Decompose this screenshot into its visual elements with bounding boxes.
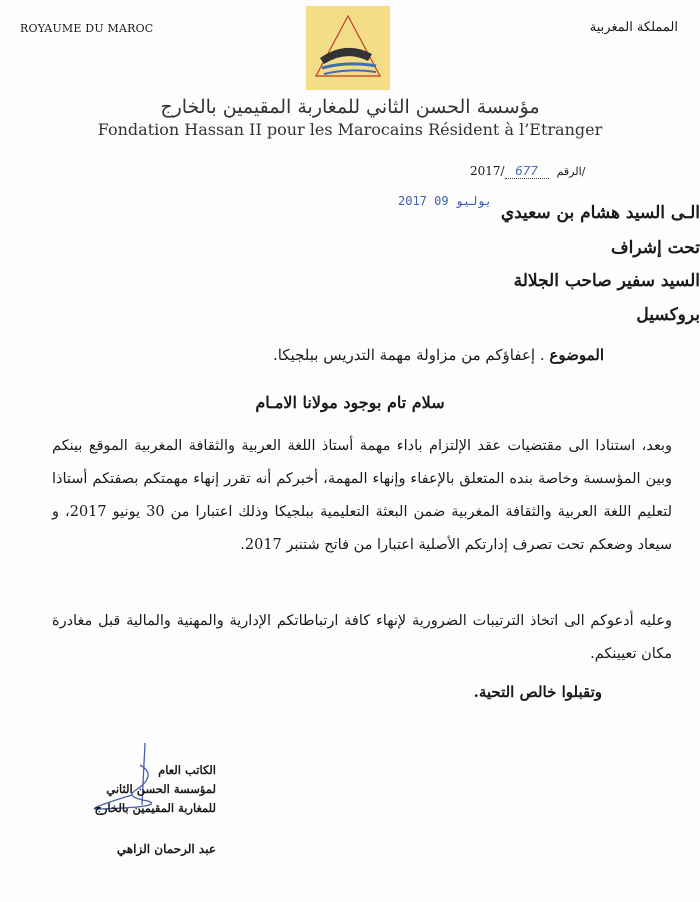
header-kingdom-ar: المملكة المغربية <box>589 20 678 35</box>
foundation-name-ar: مؤسسة الحسن الثاني للمغاربة المقيمين بالخارج <box>160 96 540 118</box>
reference-line <box>470 164 585 179</box>
recipient-line: الـى السيد هشام بن سعيدي <box>500 203 700 223</box>
ambassador-line: السيد سفير صاحب الجلالة <box>513 271 700 291</box>
foundation-logo <box>306 6 390 90</box>
city-line: بروكسيل <box>636 305 700 325</box>
foundation-name-fr: Fondation Hassan II pour les Marocains Résident à l’Etranger <box>97 120 603 139</box>
foundation-logo-icon <box>306 6 390 90</box>
subject-label: الموضوع <box>549 346 604 364</box>
date-stamp: 2017 يوليو 09 <box>398 194 492 208</box>
supervision-line: تحت إشراف <box>610 238 700 258</box>
reference-number: 677 <box>505 164 549 179</box>
closing-salutation: وتقبلوا خالص التحية. <box>473 683 602 701</box>
signatory-org: للمغاربة المقيمين بالخارج <box>94 801 216 815</box>
signatory-title: الكاتب العام <box>158 763 216 777</box>
signatory-name: عبد الرحمان الزاهي <box>116 842 216 856</box>
subject-line <box>273 346 604 364</box>
reference-label: الرقم/ <box>556 165 586 178</box>
greeting: سلام تام بوجود مولانا الامـام <box>255 393 445 412</box>
header-kingdom-fr: ROYAUME DU MAROC <box>20 22 154 35</box>
subject-text: . إعفاؤكم من مزاولة مهمة التدريس ببلجيكا. <box>272 346 545 364</box>
body-paragraph: وعليه أدعوكم الى اتخاذ الترتيبات الضرورية لإنهاء كافة ارتباطاتكم الإدارية والمهنية والمالية قبل مغادرة مكان تعيينكم. <box>52 613 672 662</box>
body-paragraph: وبعد، استنادا الى مقتضيات عقد الإلتزام باداء مهمة أستاذ اللغة العربية والثقافة المغربية الموقع بينكم وبين المؤسسة وخاصة بنده المتعلق بالإعفاء وإنهاء المهمة، أخبركم أنه تقرر إنهاء مهمتكم بصفتكم أستاذا لتعليم اللغة العربية والثقافة المغربية ضمن البعثة التعليمية ببلجيكا وذلك اعتبارا من 30 يونيو 2017، و سيعاد وضعكم تحت تصرف إدارتكم الأصلية اعتبارا من فاتح شتنبر 2017. <box>52 438 672 553</box>
signatory-org: لمؤسسة الحسن الثاني <box>106 782 216 796</box>
reference-year: 2017/ <box>470 164 505 178</box>
